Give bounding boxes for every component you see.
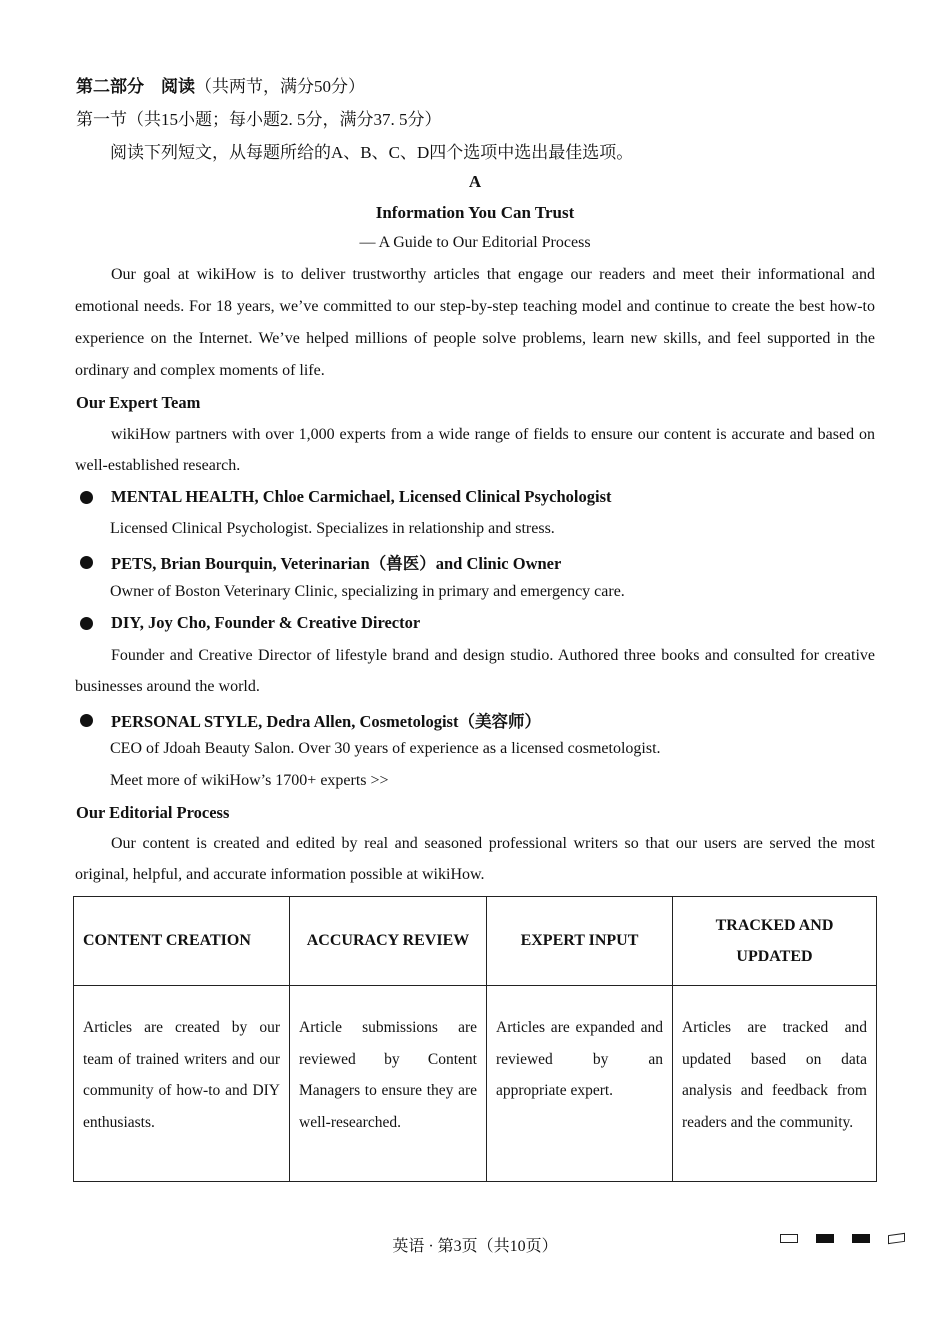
passage-title: Information You Can Trust — [375, 203, 575, 222]
table-cell: Article submissions are reviewed by Content Managers to ensure they are well-researched. — [290, 986, 487, 1182]
editorial-heading: Our Editorial Process — [76, 803, 230, 822]
expert-heading: Our Expert Team — [76, 393, 201, 412]
solid-mark-icon — [852, 1234, 870, 1243]
expert-item-mental-health — [80, 487, 612, 507]
expert-title: MENTAL HEALTH, Chloe Carmichael, Licensed Clinical Psychologist — [111, 487, 612, 506]
table-cell: Articles are expanded and reviewed by an appropriate expert. — [487, 986, 673, 1182]
table-header-row — [74, 897, 877, 986]
bullet-icon — [80, 491, 93, 504]
table-header: CONTENT CREATION — [74, 897, 290, 986]
solid-mark-icon — [816, 1234, 834, 1243]
bullet-icon — [80, 617, 93, 630]
section-label: 第一节（共15小题；每小题2. 5分，满分37. 5分） — [76, 110, 442, 129]
passage-letter: A — [468, 172, 482, 191]
expert-item-personal-style — [80, 708, 541, 732]
outline-mark-icon — [780, 1234, 798, 1243]
table-header: EXPERT INPUT — [487, 897, 673, 986]
table-cell: Articles are tracked and updated based on data analysis and feedback from readers and the community. — [673, 986, 877, 1182]
table-cell: Articles are created by our team of trained writers and our community of how-to and DIY enthusiasts. — [74, 986, 290, 1182]
part-title — [76, 72, 365, 97]
table-header: ACCURACY REVIEW — [290, 897, 487, 986]
bullet-icon — [80, 714, 93, 727]
expert-title: PERSONAL STYLE, Dedra Allen, Cosmetologist（美容师） — [111, 712, 541, 731]
expert-item-diy — [80, 613, 420, 633]
editorial-intro: Our content is created and edited by real and seasoned professional writers so that our users are served the most original, helpful, and accurate information possible at wikiHow. — [75, 835, 875, 883]
passage-subtitle: — A Guide to Our Editorial Process — [359, 234, 591, 251]
intro-paragraph: Our goal at wikiHow is to deliver trustworthy articles that engage our readers and meet their informational and emotional needs. For 18 years, we’ve committed to our step-by-step teaching model and continue to create the best how-to experience on the Internet. We’ve helped millions of people solve problems, learn new skills, and feel supported in the ordinary and complex moments of life. — [75, 266, 875, 379]
outline-mark-icon — [888, 1233, 905, 1244]
page-footer: 英语 · 第3页（共10页） — [392, 1238, 558, 1255]
page-marks — [780, 1234, 905, 1243]
expert-desc: Founder and Creative Director of lifestyle brand and design studio. Authored three books and consulted for creative businesses around the world. — [75, 647, 875, 695]
expert-desc: Owner of Boston Veterinary Clinic, specializing in primary and emergency care. — [110, 583, 625, 600]
editorial-process-table — [73, 896, 877, 1182]
expert-desc: Licensed Clinical Psychologist. Specializes in relationship and stress. — [110, 520, 555, 537]
more-experts-link[interactable]: Meet more of wikiHow’s 1700+ experts >> — [110, 772, 389, 789]
expert-title: PETS, Brian Bourquin, Veterinarian（兽医）and Clinic Owner — [111, 554, 562, 573]
part-title-bold: 第二部分 阅读 — [76, 77, 195, 96]
table-header: TRACKED AND UPDATED — [673, 897, 877, 986]
part-title-rest: （共两节，满分50分） — [195, 77, 365, 96]
expert-item-pets — [80, 550, 561, 574]
instruction: 阅读下列短文，从每题所给的A、B、C、D四个选项中选出最佳选项。 — [110, 143, 634, 162]
expert-desc: CEO of Jdoah Beauty Salon. Over 30 years of experience as a licensed cosmetologist. — [110, 740, 661, 757]
bullet-icon — [80, 556, 93, 569]
expert-title: DIY, Joy Cho, Founder & Creative Director — [111, 613, 421, 632]
table-row — [74, 986, 877, 1182]
expert-intro: wikiHow partners with over 1,000 experts from a wide range of fields to ensure our content is accurate and based on well-established research. — [75, 426, 875, 474]
